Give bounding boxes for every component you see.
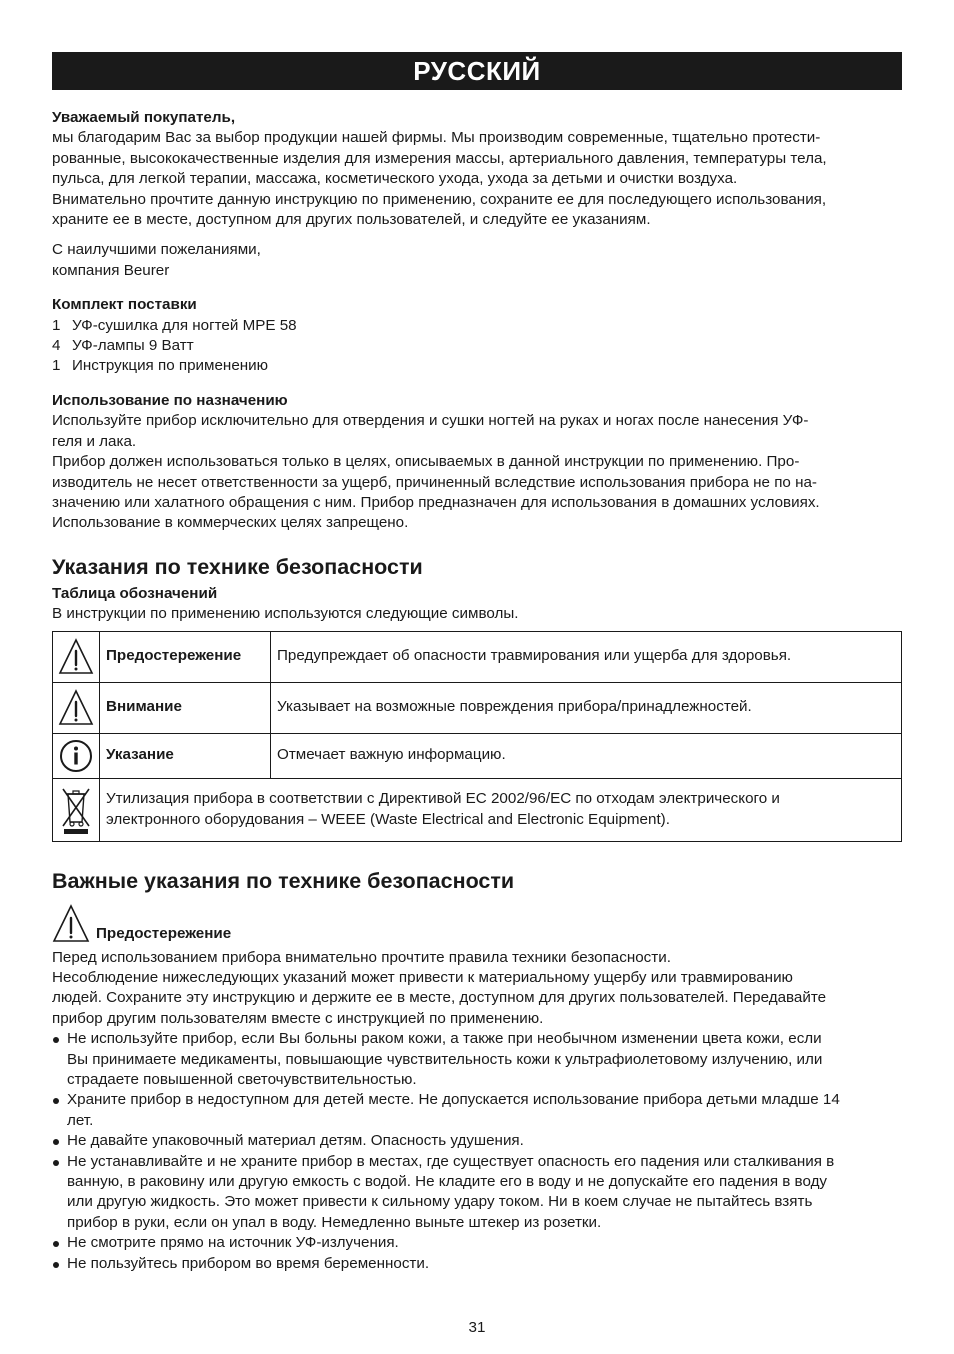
- list-item: [52, 336, 902, 356]
- text-line: Не устанавливайте и не храните прибор в местах, где существует опасность его падения или сталкивания в: [67, 1152, 835, 1170]
- signature: [52, 240, 902, 281]
- symbol-label: Указание: [100, 733, 271, 778]
- symbol-cell: [53, 778, 100, 841]
- text-line: Не пользуйтесь прибором во время беременности.: [67, 1254, 430, 1272]
- list-item: [52, 1131, 902, 1151]
- item-text: УФ-сушилка для ногтей MPE 58: [72, 316, 297, 334]
- list-item: [52, 1029, 902, 1090]
- text-line: прибор другим пользователям вместе с инструкцией по применению.: [52, 1009, 544, 1027]
- warning-triangle-icon: [58, 638, 94, 676]
- table-row: [53, 631, 902, 682]
- important-heading: Важные указания по технике безопасности: [52, 868, 515, 893]
- list-item: [52, 1152, 902, 1234]
- symbol-label: Внимание: [100, 682, 271, 733]
- info-icon: [59, 739, 93, 773]
- text-line: мы благодарим Вас за выбор продукции нашей фирмы. Мы производим современные, тщательно протести-: [52, 129, 821, 147]
- salutation: Уважаемый покупатель,: [52, 109, 236, 126]
- table-title: Таблица обозначений: [52, 584, 218, 602]
- list-item: [52, 1254, 902, 1274]
- weee-description: [100, 778, 902, 841]
- item-qty: 1: [52, 316, 61, 334]
- item-text: УФ-лампы 9 Ватт: [72, 337, 194, 355]
- text-line: Не давайте упаковочный материал детям. Опасность удушения.: [67, 1132, 524, 1150]
- text-line: Прибор должен использоваться только в целях, описываемых в данной инструкции по применению. Про-: [52, 453, 800, 471]
- page-number: 31: [468, 1319, 486, 1336]
- table-row: [53, 733, 902, 778]
- item-qty: 4: [52, 337, 61, 355]
- warning-header: [52, 904, 902, 944]
- text-line: страдаете повышенной светочувствительностью.: [67, 1070, 417, 1088]
- package-list: [52, 316, 902, 377]
- symbol-description: Указывает на возможные повреждения прибора/принадлежностей.: [271, 682, 902, 733]
- text-line: людей. Сохраните эту инструкцию и держите ее в месте, доступном для других пользователей. Передавайте: [52, 989, 827, 1007]
- page: [52, 52, 902, 1274]
- symbol-description: Отмечает важную информацию.: [271, 733, 902, 778]
- text-line: лет.: [67, 1111, 94, 1129]
- text-line: Не используйте прибор, если Вы больны раком кожи, а также при необычном изменении цвета кожи, если: [67, 1030, 822, 1048]
- text-line: Утилизация прибора в соответствии с Директивой EC 2002/96/EC по отходам электрического и: [106, 790, 780, 808]
- package-title: Комплект поставки: [52, 296, 197, 314]
- text-line: пульса, для легкой терапии, массажа, косметического ухода, ухода за детьми и очистки воздуха.: [52, 170, 738, 188]
- item-qty: 1: [52, 357, 61, 375]
- company: компания Beurer: [52, 261, 170, 279]
- table-row: [53, 682, 902, 733]
- symbol-description: Предупреждает об опасности травмирования или ущерба для здоровья.: [271, 631, 902, 682]
- text-line: храните ее в месте, доступном для других пользователей, и следуйте ее указаниям.: [52, 211, 651, 229]
- text-line: Не смотрите прямо на источник УФ-излучения.: [67, 1234, 399, 1252]
- text-line: Перед использованием прибора внимательно прочтите правила техники безопасности.: [52, 948, 671, 966]
- text-line: рованные, высококачественные изделия для измерения массы, артериального давления, температуры тела,: [52, 149, 827, 167]
- text-line: Вы принимаете медикаменты, повышающие чувствительность кожи к ультрафиолетовому излучению, или: [67, 1050, 823, 1068]
- text-line: ванную, в раковину или другую емкость с водой. Не кладите его в воду и не допускайте его падения в воду: [67, 1173, 828, 1190]
- text-line: Используйте прибор исключительно для отвердения и сушки ногтей на руках и ногах после нанесения УФ-: [52, 412, 809, 430]
- crossed-bin-icon: [59, 784, 93, 836]
- symbols-table: [52, 631, 902, 842]
- warning-triangle-icon: [58, 689, 94, 727]
- symbol-cell: [53, 733, 100, 778]
- symbol-cell: [53, 631, 100, 682]
- safety-heading: Указания по технике безопасности: [52, 554, 423, 579]
- safety-bullets: [52, 1029, 902, 1274]
- symbol-label: Предостережение: [100, 631, 271, 682]
- closing: С наилучшими пожеланиями,: [52, 241, 261, 259]
- list-item: [52, 316, 902, 336]
- table-row: [53, 778, 902, 841]
- intro-text: [52, 128, 902, 230]
- warning-triangle-icon: [52, 904, 90, 944]
- text-line: Внимательно прочтите данную инструкцию по применению, сохраните ее для последующего использования,: [52, 190, 827, 208]
- list-item: [52, 1233, 902, 1253]
- item-text: Инструкция по применению: [72, 357, 269, 375]
- text-line: геля и лака.: [52, 432, 137, 450]
- warning-label: Предостережение: [96, 924, 232, 942]
- text-line: Использование в коммерческих целях запрещено.: [52, 514, 409, 532]
- text-line: значению или халатного обращения с ним. Прибор предназначен для использования в домашних условиях.: [52, 493, 820, 511]
- list-item: [52, 356, 902, 376]
- important-text: [52, 948, 902, 1030]
- text-line: или другую жидкость. Это может привести к сильному удару током. Ни в коем случае не пытайтесь взять: [67, 1193, 813, 1211]
- text-line: электронного оборудования – WEEE (Waste Electrical and Electronic Equipment).: [106, 810, 670, 828]
- symbol-cell: [53, 682, 100, 733]
- usage-title: Использование по назначению: [52, 391, 288, 409]
- text-line: Храните прибор в недоступном для детей месте. Не допускается использование прибора детьми младше 14: [67, 1091, 840, 1109]
- text-line: Несоблюдение нижеследующих указаний может привести к материальному ущербу или травмированию: [52, 968, 793, 986]
- text-line: прибор в руки, если он упал в воду. Немедленно выньте штекер из розетки.: [67, 1213, 602, 1231]
- language-header: РУССКИЙ: [52, 52, 902, 90]
- usage-text: [52, 411, 902, 533]
- list-item: [52, 1090, 902, 1131]
- table-intro: В инструкции по применению используются следующие символы.: [52, 605, 519, 623]
- text-line: изводитель не несет ответственности за ущерб, причиненный вследствие использования прибора не по на-: [52, 473, 817, 491]
